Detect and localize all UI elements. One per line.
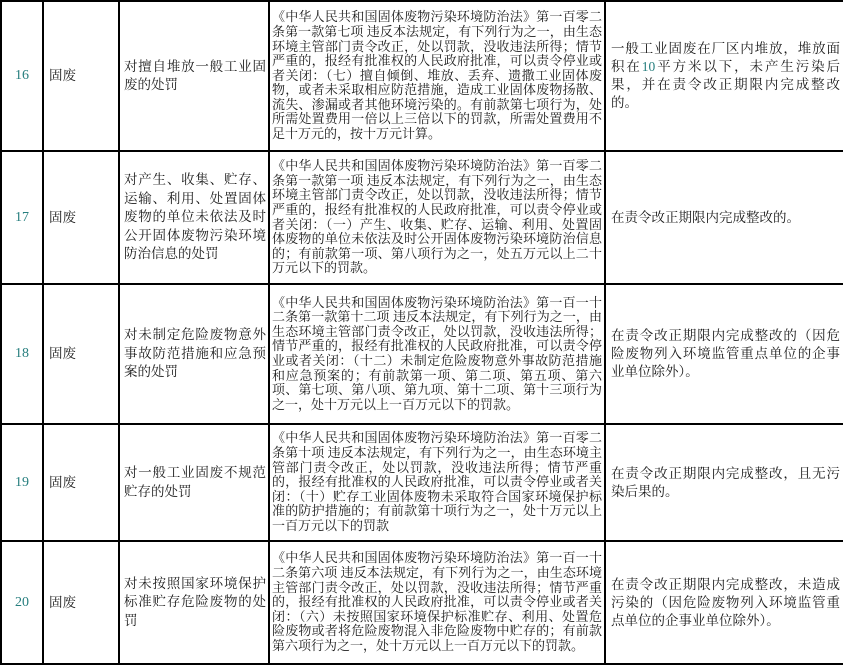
condition-text: 平方米以下，未产生污染后果，并在责令改正期限内完成整改的。 (611, 59, 841, 110)
row-number-cell: 18 (1, 284, 43, 424)
lenient-condition-cell (605, 541, 843, 664)
condition-text: 在责令改正期限内完成整改，且无污染后果的。 (611, 465, 840, 499)
violation-name-cell: 对未按照国家环境保护标准贮存危险废物的处罚 (119, 541, 269, 664)
legal-basis-cell: 《中华人民共和国固体废物污染环境防治法》第一百零二条第一款第一项 违反本法规定，有下列行为之一，由生态环境主管部门责令改正，处以罚款，没收违法所得；情节严重的，报经有批准权的人民政府批准，可以责令停业或者关闭：（一）产生、收集、贮存、运输、利用、处置固体废物的单位未依法及时公开固体废物污染环境防治信息的；有前款第一项、第八项行为之一，处五万元以上二十万元以下的罚款。 (269, 151, 605, 284)
violation-name-cell: 对一般工业固废不规范贮存的处罚 (119, 424, 269, 541)
violation-name-cell: 对产生、收集、贮存、运输、利用、处置固体废物的单位未依法及时公开固体废物污染环境防治信息的处罚 (119, 151, 269, 284)
table-row (1, 284, 843, 424)
category-cell: 固废 (43, 541, 119, 664)
legal-basis-cell: 《中华人民共和国固体废物污染环境防治法》第一百一十二条第一款第十二项 违反本法规定，有下列行为之一，由生态环境主管部门责令改正，处以罚款，没收违法所得；情节严重的，报经有批准权的人民政府批准，可以责令停业或者关闭：（十二）未制定危险废物意外事故防范措施和应急预案的；有前款第一项、第二项、第五项、第六项、第七项、第八项、第九项、第十二项、第十三项行为之一，处十万元以上一百万元以下的罚款。 (269, 284, 605, 424)
table-row (1, 1, 843, 151)
legal-basis-cell: 《中华人民共和国固体废物污染环境防治法》第一百零二条第十项 违反本法规定，有下列行为之一，由生态环境主管部门责令改正，处以罚款，没收违法所得；情节严重的，报经有批准权的人民政府批准，可以责令停业或者关闭：（十）贮存工业固体废物未采取符合国家环境保护标准的防护措施的；有前款第十项行为之一，处十万元以上一百万元以下的罚款 (269, 424, 605, 541)
table-body (1, 1, 843, 664)
legal-basis-cell: 《中华人民共和国固体废物污染环境防治法》第一百零二条第一款第七项 违反本法规定，有下列行为之一，由生态环境主管部门责令改正，处以罚款，没收违法所得；情节严重的，报经有批准权的人民政府批准，可以责令停业或者关闭：（七）擅自倾倒、堆放、丢弃、遗撒工业固体废物，或者未采取相应防范措施，造成工业固体废物扬散、流失、渗漏或者其他环境污染的。有前款第七项行为，处所需处置费用一倍以上三倍以下的罚款，所需处置费用不足十万元的，按十万元计算。 (269, 1, 605, 151)
category-cell: 固废 (43, 424, 119, 541)
condition-text: 在责令改正期限内完成整改的。 (611, 209, 800, 225)
condition-text: 在责令改正期限内完成整改的（因危险废物列入环境监管重点单位的企事业单位除外）。 (611, 328, 840, 379)
row-number-cell: 19 (1, 424, 43, 541)
row-number-cell: 16 (1, 1, 43, 151)
lenient-condition-cell (605, 284, 843, 424)
legal-basis-cell: 《中华人民共和国固体废物污染环境防治法》第一百一十二条第六项 违反本法规定，有下列行为之一，由生态环境主管部门责令改正，处以罚款，没收违法所得；情节严重的，报经有批准权的人民政府批准，可以责令停业或者关闭：（六）未按照国家环境保护标准贮存、利用、处置危险废物或者将危险废物混入非危险废物中贮存的；有前款第六项行为之一，处十万元以上一百万元以下的罚款。 (269, 541, 605, 664)
table-row (1, 424, 843, 541)
row-number-cell: 17 (1, 151, 43, 284)
condition-text: 一般工业固废在厂区内堆放，堆放面积在 (611, 41, 840, 74)
condition-text: 在责令改正期限内完成整改，未造成污染的（因危险废物列入环境监管重点单位的企事业单位除外）。 (611, 576, 840, 628)
category-cell: 固废 (43, 1, 119, 151)
table-row (1, 151, 843, 284)
lenient-condition-cell (605, 424, 843, 541)
table-row (1, 541, 843, 664)
condition-highlight-number: 10 (641, 59, 656, 74)
row-number-cell: 20 (1, 541, 43, 664)
lenient-condition-cell (605, 1, 843, 151)
category-cell: 固废 (43, 284, 119, 424)
violation-name-cell: 对未制定危险废物意外事故防范措施和应急预案的处罚 (119, 284, 269, 424)
lenient-condition-cell (605, 151, 843, 284)
category-cell: 固废 (43, 151, 119, 284)
violation-name-cell: 对擅自堆放一般工业固废的处罚 (119, 1, 269, 151)
